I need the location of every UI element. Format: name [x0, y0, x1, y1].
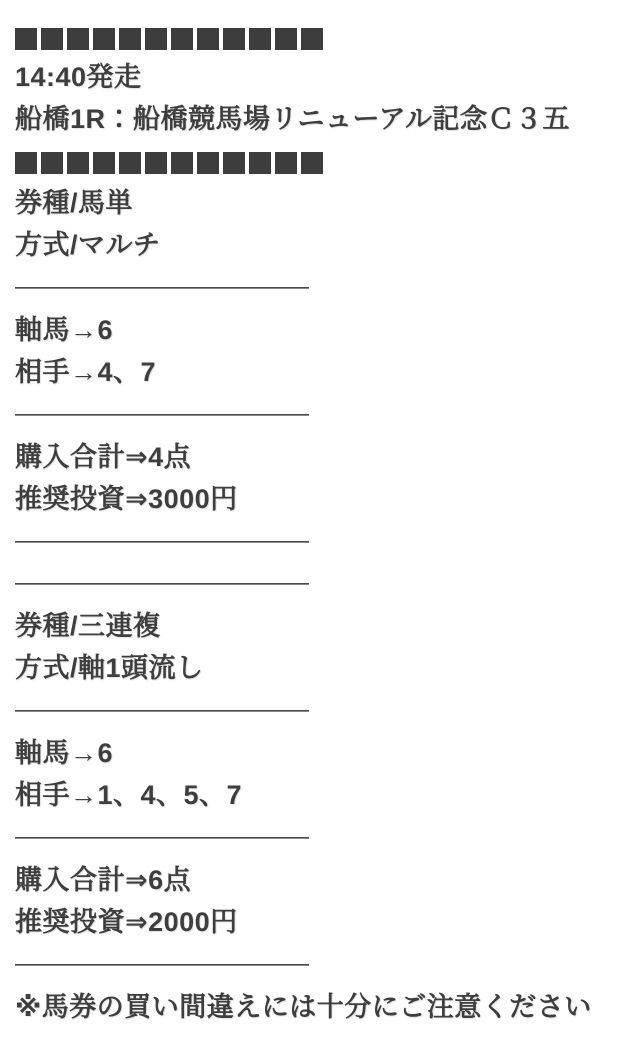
axis-horse-line: 軸馬→6 — [15, 315, 114, 345]
bet-type-line: 券種/馬単 — [15, 188, 134, 218]
ticket-block-umatan — [15, 182, 625, 543]
black-square-glyph — [249, 152, 271, 174]
divider-line — [15, 964, 309, 966]
axis-horse-line: 軸馬→6 — [15, 738, 114, 768]
divider-line — [15, 710, 309, 712]
partner-horses-line: 相手→4、7 — [15, 357, 157, 387]
partner-horses-line: 相手→1、4、5、7 — [15, 780, 243, 810]
black-square-glyph — [197, 152, 219, 174]
race-start-time: 14:40発走 — [15, 62, 142, 92]
black-square-glyph — [301, 28, 323, 50]
black-square-glyph — [171, 152, 193, 174]
divider-line — [15, 837, 309, 839]
black-square-glyph — [275, 28, 297, 50]
black-square-glyph — [67, 152, 89, 174]
black-square-glyph — [223, 152, 245, 174]
divider-line — [15, 287, 309, 289]
recommended-investment-line: 推奨投資⇒3000円 — [15, 484, 238, 514]
method-line: 方式/マルチ — [15, 230, 161, 260]
purchase-total-line: 購入合計⇒6点 — [15, 865, 192, 895]
black-square-glyph — [41, 28, 63, 50]
black-square-glyph — [93, 152, 115, 174]
ticket-block-sanrenpuku — [15, 605, 625, 966]
black-square-glyph — [93, 28, 115, 50]
divider-line — [15, 414, 309, 416]
black-square-glyph — [41, 152, 63, 174]
caution-note: ※馬券の買い間違えには十分にご注意ください — [15, 992, 592, 1022]
black-square-glyph — [67, 28, 89, 50]
bet-type-line: 券種/三連複 — [15, 611, 161, 641]
black-square-glyph — [145, 28, 167, 50]
black-square-glyph — [171, 28, 193, 50]
decorative-squares-top — [15, 28, 625, 50]
decorative-squares-divider — [15, 152, 625, 174]
black-square-glyph — [275, 152, 297, 174]
black-square-glyph — [119, 152, 141, 174]
black-square-glyph — [119, 28, 141, 50]
black-square-glyph — [145, 152, 167, 174]
recommended-investment-line: 推奨投資⇒2000円 — [15, 907, 238, 937]
black-square-glyph — [15, 152, 37, 174]
black-square-glyph — [223, 28, 245, 50]
purchase-total-line: 購入合計⇒4点 — [15, 442, 192, 472]
black-square-glyph — [249, 28, 271, 50]
black-square-glyph — [15, 28, 37, 50]
race-title: 船橋1R：船橋競馬場リニューアル記念Ｃ３五 — [15, 104, 571, 134]
black-square-glyph — [301, 152, 323, 174]
method-line: 方式/軸1頭流し — [15, 653, 204, 683]
black-square-glyph — [197, 28, 219, 50]
divider-line — [15, 583, 309, 585]
divider-line — [15, 541, 309, 543]
